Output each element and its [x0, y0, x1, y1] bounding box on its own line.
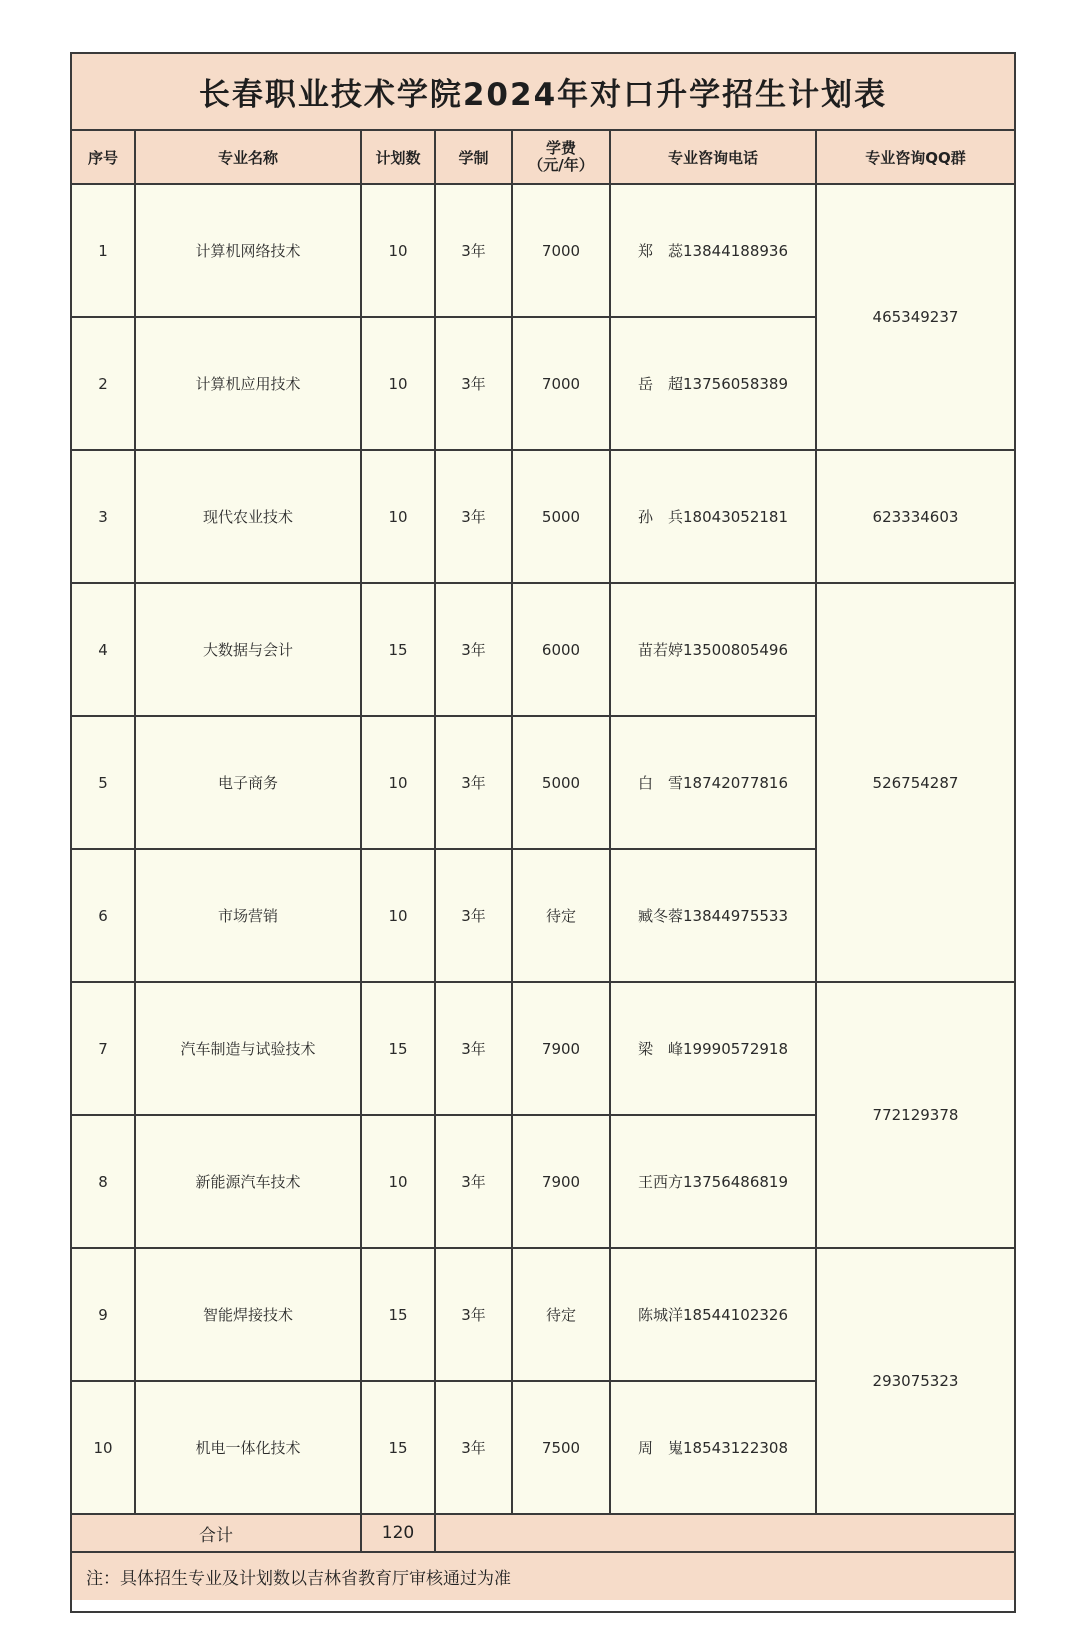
cell-index: 6: [72, 849, 135, 982]
cell-duration: 3年: [435, 317, 512, 450]
total-value: 120: [361, 1514, 435, 1552]
contact-name: 王西方: [638, 1173, 684, 1191]
cell-fee: 7000: [512, 317, 610, 450]
contact-info: [638, 1437, 788, 1458]
contact-phone: 18543122308: [683, 1439, 788, 1457]
contact-info: [638, 373, 788, 394]
cell-qq-group: 293075323: [816, 1248, 1014, 1514]
contact-info: [638, 506, 788, 527]
header-major: 专业名称: [135, 131, 361, 184]
contact-phone: 13756058389: [683, 375, 788, 393]
cell-major: 新能源汽车技术: [135, 1115, 361, 1248]
contact-info: [638, 240, 788, 261]
total-blank: [435, 1514, 1014, 1552]
contact-name: 陈城洋: [638, 1306, 684, 1324]
cell-index: 1: [72, 184, 135, 317]
cell-duration: 3年: [435, 849, 512, 982]
contact-info: [638, 639, 788, 660]
contact-info: [638, 1171, 788, 1192]
contact-phone: 13844975533: [683, 907, 788, 925]
cell-plan: 10: [361, 1115, 435, 1248]
page-title: 长春职业技术学院2024年对口升学招生计划表: [72, 54, 1014, 131]
table-row: [72, 982, 1014, 1115]
cell-contact: [610, 1248, 816, 1381]
cell-index: 10: [72, 1381, 135, 1514]
header-index: 序号: [72, 131, 135, 184]
cell-plan: 10: [361, 184, 435, 317]
total-row: [72, 1514, 1014, 1552]
cell-index: 4: [72, 583, 135, 716]
cell-contact: [610, 982, 816, 1115]
cell-major: 机电一体化技术: [135, 1381, 361, 1514]
header-fee: [512, 131, 610, 184]
cell-duration: 3年: [435, 1381, 512, 1514]
cell-contact: [610, 1115, 816, 1248]
contact-name: 梁 峰: [638, 1040, 684, 1058]
contact-phone: 13844188936: [683, 242, 788, 260]
contact-info: [638, 1304, 788, 1325]
contact-phone: 18742077816: [683, 774, 788, 792]
cell-major: 电子商务: [135, 716, 361, 849]
cell-major: 大数据与会计: [135, 583, 361, 716]
cell-plan: 10: [361, 317, 435, 450]
plan-sheet: [70, 52, 1016, 1613]
contact-phone: 13500805496: [683, 641, 788, 659]
cell-fee: 7900: [512, 982, 610, 1115]
cell-duration: 3年: [435, 1115, 512, 1248]
table-row: [72, 1248, 1014, 1381]
contact-phone: 19990572918: [683, 1040, 788, 1058]
footnote: 注：具体招生专业及计划数以吉林省教育厅审核通过为准: [72, 1552, 1014, 1600]
contact-name: 孙 兵: [638, 508, 684, 526]
table-row: [72, 184, 1014, 317]
cell-major: 汽车制造与试验技术: [135, 982, 361, 1115]
cell-fee: 7000: [512, 184, 610, 317]
cell-contact: [610, 1381, 816, 1514]
cell-duration: 3年: [435, 1248, 512, 1381]
cell-plan: 15: [361, 1248, 435, 1381]
cell-contact: [610, 583, 816, 716]
cell-duration: 3年: [435, 450, 512, 583]
cell-qq-group: 623334603: [816, 450, 1014, 583]
header-fee-line2: （元/年）: [528, 156, 594, 174]
cell-fee: 7500: [512, 1381, 610, 1514]
note-row: [72, 1552, 1014, 1600]
cell-major: 市场营销: [135, 849, 361, 982]
cell-major: 现代农业技术: [135, 450, 361, 583]
cell-index: 9: [72, 1248, 135, 1381]
cell-contact: [610, 849, 816, 982]
header-phone: 专业咨询电话: [610, 131, 816, 184]
cell-plan: 10: [361, 716, 435, 849]
contact-name: 岳 超: [638, 375, 684, 393]
cell-major: 计算机应用技术: [135, 317, 361, 450]
contact-info: [638, 1038, 788, 1059]
cell-index: 3: [72, 450, 135, 583]
cell-major: 计算机网络技术: [135, 184, 361, 317]
total-label: 合计: [72, 1514, 361, 1552]
cell-plan: 10: [361, 450, 435, 583]
cell-plan: 15: [361, 583, 435, 716]
cell-duration: 3年: [435, 583, 512, 716]
cell-duration: 3年: [435, 716, 512, 849]
cell-plan: 15: [361, 982, 435, 1115]
contact-name: 郑 蕊: [638, 242, 684, 260]
cell-fee: 待定: [512, 849, 610, 982]
contact-name: 臧冬蓉: [638, 907, 684, 925]
cell-index: 7: [72, 982, 135, 1115]
cell-plan: 15: [361, 1381, 435, 1514]
cell-duration: 3年: [435, 982, 512, 1115]
header-qq: 专业咨询QQ群: [816, 131, 1014, 184]
contact-name: 苗若婷: [638, 641, 684, 659]
cell-index: 8: [72, 1115, 135, 1248]
cell-contact: [610, 317, 816, 450]
cell-contact: [610, 184, 816, 317]
cell-fee: 7900: [512, 1115, 610, 1248]
cell-qq-group: 526754287: [816, 583, 1014, 982]
cell-index: 5: [72, 716, 135, 849]
cell-plan: 10: [361, 849, 435, 982]
enrollment-plan-table: [72, 131, 1014, 1600]
contact-name: 白 雪: [638, 774, 684, 792]
contact-phone: 18544102326: [683, 1306, 788, 1324]
cell-contact: [610, 716, 816, 849]
table-row: [72, 583, 1014, 716]
cell-fee: 5000: [512, 716, 610, 849]
cell-contact: [610, 450, 816, 583]
cell-qq-group: 772129378: [816, 982, 1014, 1248]
contact-phone: 13756486819: [683, 1173, 788, 1191]
header-fee-line1: 学费: [545, 139, 576, 157]
header-row: [72, 131, 1014, 184]
cell-major: 智能焊接技术: [135, 1248, 361, 1381]
contact-name: 周 嵬: [638, 1439, 684, 1457]
header-plan: 计划数: [361, 131, 435, 184]
table-body: [72, 184, 1014, 1514]
contact-info: [638, 905, 788, 926]
contact-info: [638, 772, 788, 793]
cell-qq-group: 465349237: [816, 184, 1014, 450]
cell-fee: 5000: [512, 450, 610, 583]
cell-fee: 待定: [512, 1248, 610, 1381]
table-row: [72, 450, 1014, 583]
cell-fee: 6000: [512, 583, 610, 716]
contact-phone: 18043052181: [683, 508, 788, 526]
cell-index: 2: [72, 317, 135, 450]
header-duration: 学制: [435, 131, 512, 184]
cell-duration: 3年: [435, 184, 512, 317]
